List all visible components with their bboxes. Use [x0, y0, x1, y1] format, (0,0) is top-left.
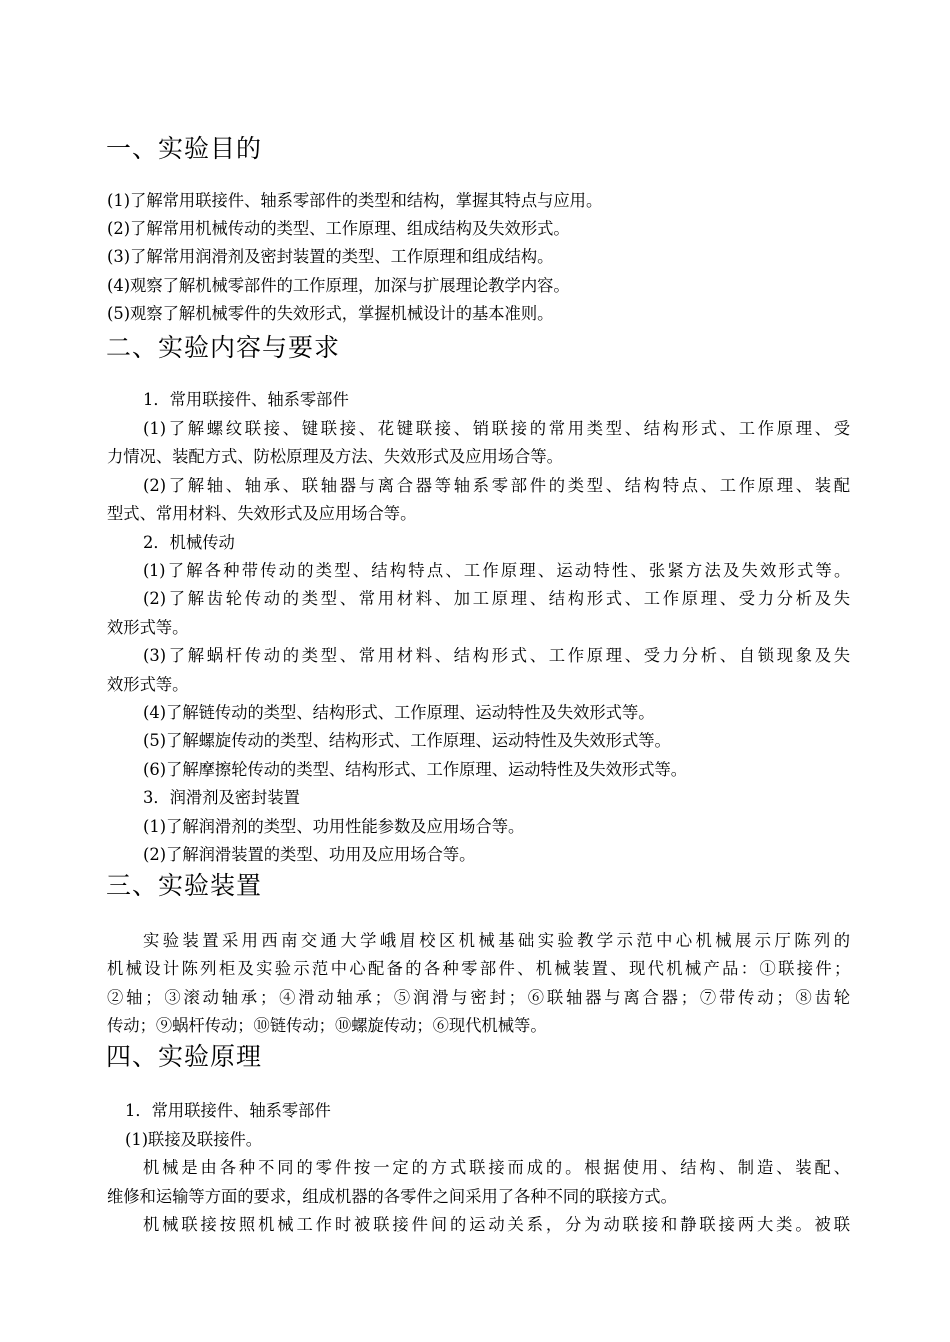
content-line: 效形式等。: [107, 618, 189, 637]
content-line: (2)了解润滑装置的类型、功用及应用场合等。: [143, 845, 476, 864]
content-line: (2)了解轴、轴承、联轴器与离合器等轴系零部件的类型、结构特点、工作原理、装配: [143, 476, 850, 495]
subsection-title: 1．常用联接件、轴系零部件: [125, 1101, 331, 1120]
objective-line: (5)观察了解机械零件的失效形式，掌握机械设计的基本准则。: [107, 304, 554, 323]
content-line: 效形式等。: [107, 675, 189, 694]
content-line: (1)了解各种带传动的类型、结构特点、工作原理、运动特性、张紧方法及失效形式等。: [143, 561, 850, 580]
content-line: (1)了解润滑剂的类型、功用性能参数及应用场合等。: [143, 817, 525, 836]
objective-line: (4)观察了解机械零部件的工作原理，加深与扩展理论教学内容。: [107, 276, 570, 295]
section-heading-apparatus: 三、实验装置: [106, 871, 263, 900]
content-line: (4)了解链传动的类型、结构形式、工作原理、运动特性及失效形式等。: [143, 703, 655, 722]
section-heading-principle: 四、实验原理: [106, 1042, 263, 1071]
apparatus-line: ②轴；③滚动轴承；④滑动轴承；⑤润滑与密封；⑥联轴器与离合器；⑦带传动；⑧齿轮: [107, 988, 850, 1007]
subsection-title: 2．机械传动: [143, 533, 235, 552]
section-heading-objectives: 一、实验目的: [106, 134, 263, 163]
principle-line: 维修和运输等方面的要求，组成机器的各零件之间采用了各种不同的联接方式。: [107, 1187, 677, 1206]
content-line: 型式、常用材料、失效形式及应用场合等。: [107, 504, 417, 523]
apparatus-line: 机械设计陈列柜及实验示范中心配备的各种零部件、机械装置、现代机械产品：①联接件；: [107, 959, 850, 978]
objective-line: (2)了解常用机械传动的类型、工作原理、组成结构及失效形式。: [107, 219, 570, 238]
apparatus-line: 实验装置采用西南交通大学峨眉校区机械基础实验教学示范中心机械展示厅陈列的: [143, 931, 850, 950]
subsection-title: 3．润滑剂及密封装置: [143, 788, 300, 807]
content-line: (5)了解螺旋传动的类型、结构形式、工作原理、运动特性及失效形式等。: [143, 731, 671, 750]
content-line: (3)了解蜗杆传动的类型、常用材料、结构形式、工作原理、受力分析、自锁现象及失: [143, 646, 850, 665]
section-heading-content: 二、实验内容与要求: [106, 333, 341, 362]
objective-line: (3)了解常用润滑剂及密封装置的类型、工作原理和组成结构。: [107, 247, 554, 266]
content-line: (6)了解摩擦轮传动的类型、结构形式、工作原理、运动特性及失效形式等。: [143, 760, 688, 779]
principle-line: (1)联接及联接件。: [125, 1130, 263, 1149]
apparatus-line: 传动；⑨蜗杆传动；⑩链传动；⑩螺旋传动；⑥现代机械等。: [107, 1016, 547, 1035]
principle-line: 机械是由各种不同的零件按一定的方式联接而成的。根据使用、结构、制造、装配、: [143, 1158, 850, 1177]
content-line: (1)了解螺纹联接、键联接、花键联接、销联接的常用类型、结构形式、工作原理、受: [143, 419, 850, 438]
principle-line: 机械联接按照机械工作时被联接件间的运动关系，分为动联接和静联接两大类。被联: [143, 1215, 850, 1234]
objective-line: (1)了解常用联接件、轴系零部件的类型和结构，掌握其特点与应用。: [107, 191, 603, 210]
content-line: 力情况、装配方式、防松原理及方法、失效形式及应用场合等。: [107, 447, 563, 466]
content-line: (2)了解齿轮传动的类型、常用材料、加工原理、结构形式、工作原理、受力分析及失: [143, 589, 850, 608]
subsection-title: 1．常用联接件、轴系零部件: [143, 390, 349, 409]
